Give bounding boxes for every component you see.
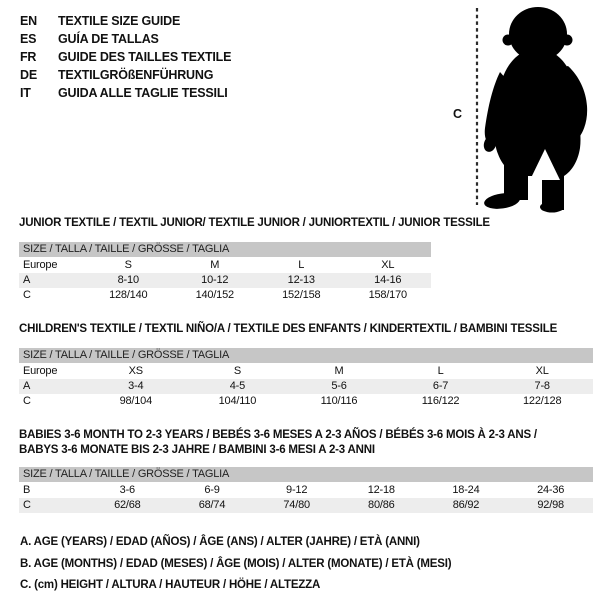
legend-line-a: A. AGE (YEARS) / EDAD (AÑOS) / ÂGE (ANS) / ALTER (JAHRE) / ETÀ (ANNI) [20, 536, 420, 548]
section-title-line: BABYS 3-6 MONATE BIS 2-3 JAHRE / BAMBINI 3-6 MESI A 2-3 ANNI [19, 444, 375, 456]
table-cell: 6-7 [390, 379, 492, 394]
guide-title-text: GUIDA ALLE TAGLIE TESSILI [58, 86, 228, 100]
language-code: DE [20, 68, 37, 82]
table-cell: Europe [23, 259, 58, 271]
table-cell: 128/140 [109, 289, 148, 301]
table-row [19, 379, 593, 394]
table-cell: XL [381, 259, 395, 271]
table-cell: 8-10 [85, 273, 172, 288]
table-cell: XL [535, 365, 549, 377]
legend [20, 532, 451, 597]
table-cell: 7-8 [491, 379, 593, 394]
table-cell: 74/80 [254, 498, 339, 513]
table-cell: 9-12 [286, 484, 308, 496]
table-cell: M [334, 365, 344, 377]
size-header-bar: SIZE / TALLA / TAILLE / GRÖSSE / TAGLIA [19, 348, 593, 363]
guide-title-text: TEXTILGRÖßENFÜHRUNG [58, 68, 214, 82]
table-cell: S [124, 259, 132, 271]
size-header-bar: SIZE / TALLA / TAILLE / GRÖSSE / TAGLIA [19, 242, 431, 257]
section-junior-textile [19, 212, 490, 303]
language-code: EN [20, 14, 37, 28]
baby-silhouette-graphic [440, 2, 600, 214]
section-title [19, 318, 593, 337]
table-cell: 6-9 [204, 484, 220, 496]
section-title [19, 212, 490, 231]
size-header-bar: SIZE / TALLA / TAILLE / GRÖSSE / TAGLIA [19, 467, 593, 482]
table-cell: 18-24 [452, 484, 480, 496]
table-cell: 92/98 [508, 498, 593, 513]
language-row [20, 84, 231, 102]
table-cell: 4-5 [187, 379, 289, 394]
table-cell: 98/104 [119, 395, 153, 407]
height-label-c: C [453, 107, 463, 121]
table-row [19, 394, 593, 409]
babies-size-table [19, 483, 593, 513]
table-cell: 110/116 [320, 395, 358, 407]
table-cell: C [23, 395, 31, 407]
table-cell: Europe [23, 365, 58, 377]
table-row [19, 258, 431, 273]
junior-size-table [19, 258, 431, 303]
table-cell: A [19, 273, 85, 288]
table-cell: XS [128, 365, 143, 377]
table-cell: 3-4 [85, 379, 187, 394]
table-cell: 10-12 [172, 273, 259, 288]
table-cell: 14-16 [345, 273, 432, 288]
section-babies-textile [19, 424, 593, 513]
table-row [19, 498, 593, 513]
table-cell: C [23, 289, 31, 301]
table-cell: 12-18 [367, 484, 395, 496]
section-title-line: CHILDREN'S TEXTILE / TEXTIL NIÑO/A / TEXTILE DES ENFANTS / KINDERTEXTIL / BAMBINI TESSILE [19, 323, 558, 335]
table-cell: 68/74 [170, 498, 255, 513]
language-row [20, 66, 231, 84]
baby-silhouette [482, 7, 587, 213]
table-cell: L [298, 259, 305, 271]
table-row [19, 273, 431, 288]
table-cell: M [210, 259, 220, 271]
table-cell: 24-36 [537, 484, 565, 496]
language-row [20, 12, 231, 30]
table-cell: 158/170 [368, 289, 407, 301]
section-title-line: BABIES 3-6 MONTH TO 2-3 YEARS / BEBÉS 3-6 MESES A 2-3 AÑOS / BÉBÉS 3-6 MOIS À 2-3 ANS / [19, 429, 537, 441]
table-cell: 3-6 [119, 484, 135, 496]
language-code: ES [20, 32, 37, 46]
legend-line-c: C. (cm) HEIGHT / ALTURA / HAUTEUR / HÖHE / ALTEZZA [20, 579, 321, 591]
language-code: IT [20, 86, 31, 100]
language-row [20, 48, 231, 66]
language-code: FR [20, 50, 37, 64]
table-cell: 86/92 [424, 498, 509, 513]
table-cell: C [19, 498, 85, 513]
guide-title-text: GUÍA DE TALLAS [58, 32, 159, 46]
table-row [19, 483, 593, 498]
table-cell: 122/128 [523, 395, 562, 407]
table-cell: A [19, 379, 85, 394]
table-cell: 104/110 [218, 395, 257, 407]
children-size-table [19, 364, 593, 409]
section-title-line: JUNIOR TEXTILE / TEXTIL JUNIOR/ TEXTILE JUNIOR / JUNIORTEXTIL / JUNIOR TESSILE [19, 217, 490, 229]
guide-title-text: GUIDE DES TAILLES TEXTILE [58, 50, 232, 64]
table-cell: 140/152 [195, 289, 234, 301]
height-measure-figure [440, 2, 600, 214]
table-cell: 62/68 [85, 498, 170, 513]
table-cell: 5-6 [288, 379, 390, 394]
table-row [19, 364, 593, 379]
section-childrens-textile [19, 318, 593, 409]
table-cell: 116/122 [421, 395, 460, 407]
section-title [19, 424, 593, 458]
table-cell: 80/86 [339, 498, 424, 513]
table-cell: 152/158 [282, 289, 321, 301]
table-cell: 12-13 [258, 273, 345, 288]
table-row [19, 288, 431, 303]
guide-title-text: TEXTILE SIZE GUIDE [58, 14, 181, 28]
table-cell: S [233, 365, 241, 377]
table-cell: L [437, 365, 444, 377]
language-row [20, 30, 231, 48]
language-title-list [20, 12, 231, 102]
legend-line-b: B. AGE (MONTHS) / EDAD (MESES) / ÂGE (MOIS) / ALTER (MONATE) / ETÀ (MESI) [20, 557, 452, 570]
table-cell: B [23, 484, 31, 496]
